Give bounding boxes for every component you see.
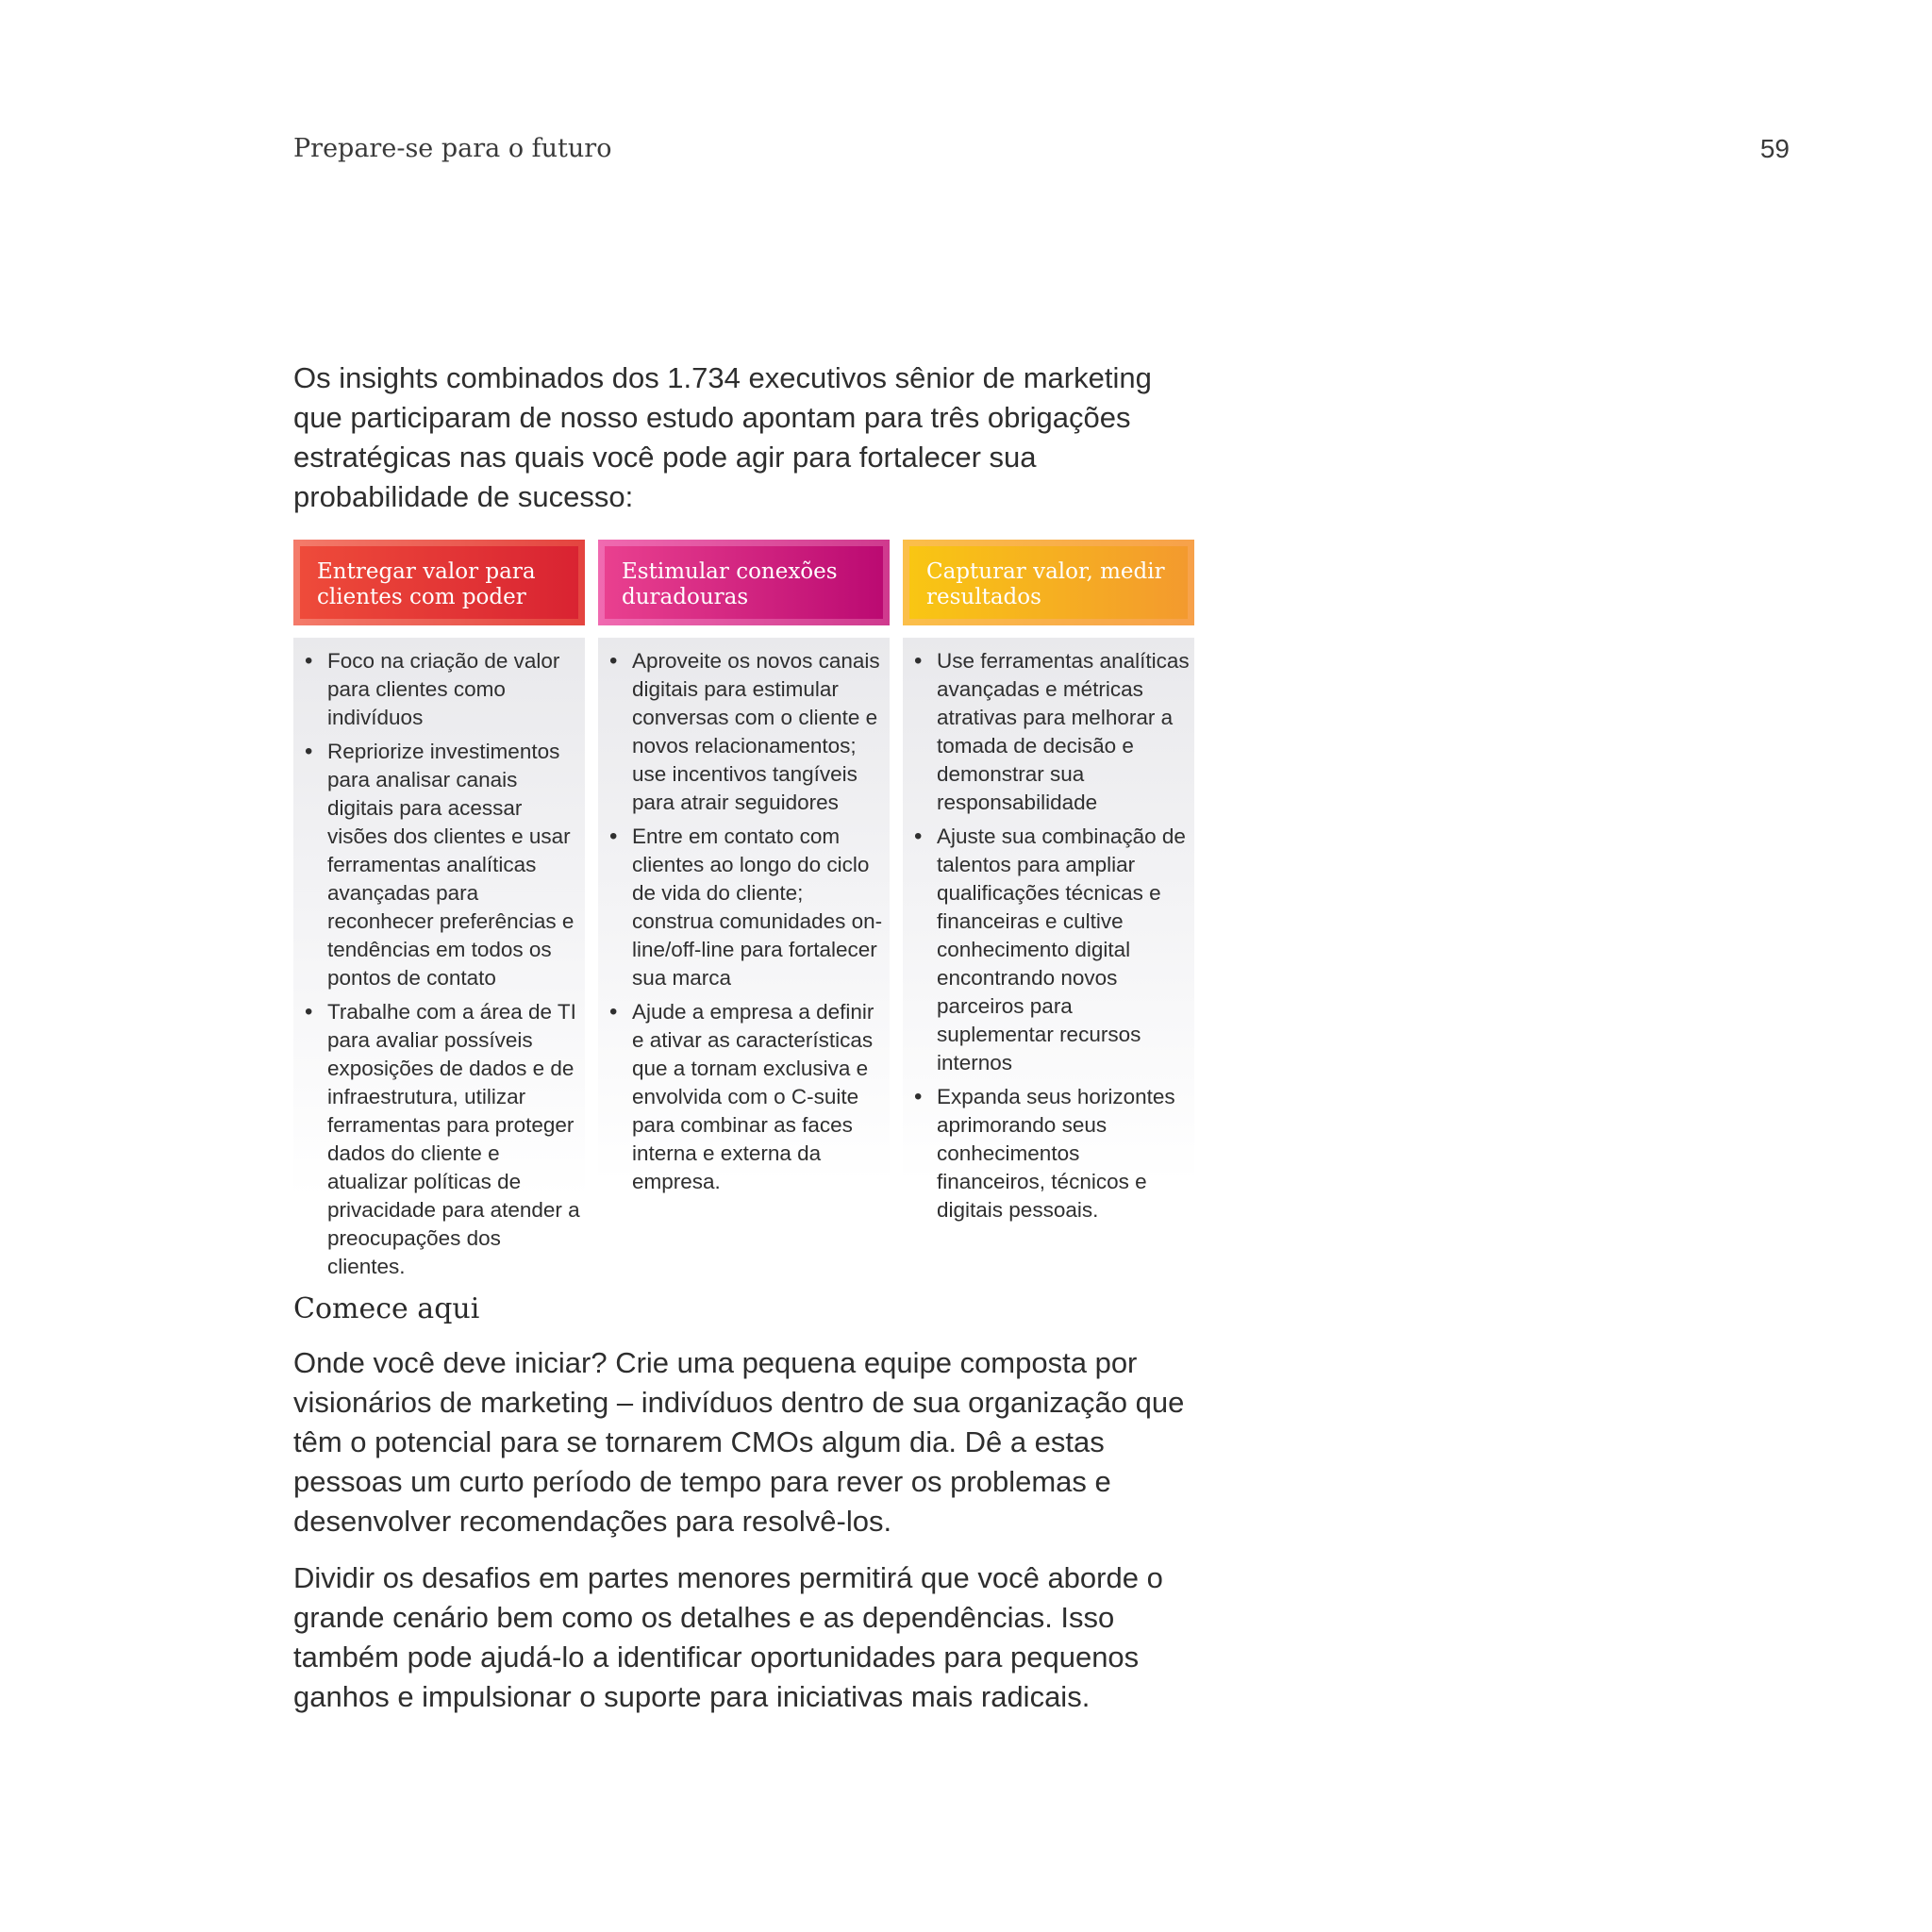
pillar-body-2 xyxy=(598,638,890,1279)
pillar-header-2 xyxy=(598,540,890,625)
pillar-header-3 xyxy=(903,540,1194,625)
page-number: 59 xyxy=(1759,134,1790,163)
pillar-column-1 xyxy=(293,540,585,1296)
list-item: • Ajuste sua combinação de talentos para ampliar qualificações técnicas e financeiras e cultive conhecimento digital encontrando novos parceiros para suplementar recursos internos xyxy=(914,824,1186,1074)
list-item: • Aproveite os novos canais digitais para estimular conversas com o cliente e novos relacionamentos; use incentivos tangíveis para atrair seguidores xyxy=(609,648,880,814)
list-item: • Ajude a empresa a definir e ativar as características que a tornam exclusiva e envolvida com o C-suite para combinar as faces interna e externa da empresa. xyxy=(609,999,874,1193)
body-paragraph-2: Dividir os desafios em partes menores permitirá que você aborde o grande cenário bem como os detalhes e as dependências. Isso também pode ajudá-lo a identificar oportunidades para pequenos ganhos e impulsionar o suporte para iniciativas mais radicais. xyxy=(293,1561,1163,1713)
pillar-title-1: Entregar valor para clientes com poder xyxy=(300,546,578,619)
pillar-header-1 xyxy=(293,540,585,625)
intro-paragraph: Os insights combinados dos 1.734 executivos sênior de marketing que participaram de nosso estudo apontam para três obrigações estratégicas nas quais você pode agir para fortalecer sua probabilidade de sucesso: xyxy=(293,361,1152,513)
pillar-column-2 xyxy=(598,540,890,1296)
pillar-body-3 xyxy=(903,638,1194,1279)
list-item: • Foco na criação de valor para clientes como indivíduos xyxy=(305,648,560,729)
pillar-title-3: Capturar valor, medir resultados xyxy=(909,546,1188,619)
imperatives-columns xyxy=(293,540,1194,1296)
section-heading: Comece aqui xyxy=(293,1292,480,1325)
list-item: • Entre em contato com clientes ao longo do ciclo de vida do cliente; construa comunidades on-line/off-line para fortalecer sua marca xyxy=(609,824,883,990)
pillar-body-1 xyxy=(293,638,585,1296)
running-header: Prepare-se para o futuro xyxy=(293,134,612,163)
list-item: • Expanda seus horizontes aprimorando seus conhecimentos financeiros, técnicos e digitais pessoais. xyxy=(914,1084,1175,1222)
list-item: • Use ferramentas analíticas avançadas e métricas atrativas para melhorar a tomada de decisão e demonstrar sua responsabilidade xyxy=(914,648,1190,814)
pillar-column-3 xyxy=(903,540,1194,1296)
pillar-title-2: Estimular conexões duradouras xyxy=(605,546,883,619)
list-item: • Trabalhe com a área de TI para avaliar possíveis exposições de dados e de infraestrutura, utilizar ferramentas para proteger dados do cliente e atualizar políticas de privacidade para atender a preocupações dos clientes. xyxy=(305,999,580,1278)
list-item: • Repriorize investimentos para analisar canais digitais para acessar visões dos clientes e usar ferramentas analíticas avançadas para reconhecer preferências e tendências em todos os pontos de contato xyxy=(305,739,575,990)
body-paragraph-1: Onde você deve iniciar? Crie uma pequena equipe composta por visionários de marketing – indivíduos dentro de sua organização que têm o potencial para se tornarem CMOs algum dia. Dê a estas pessoas um curto período de tempo para rever os problemas e desenvolver recomendações para resolvê-los. xyxy=(293,1346,1185,1538)
